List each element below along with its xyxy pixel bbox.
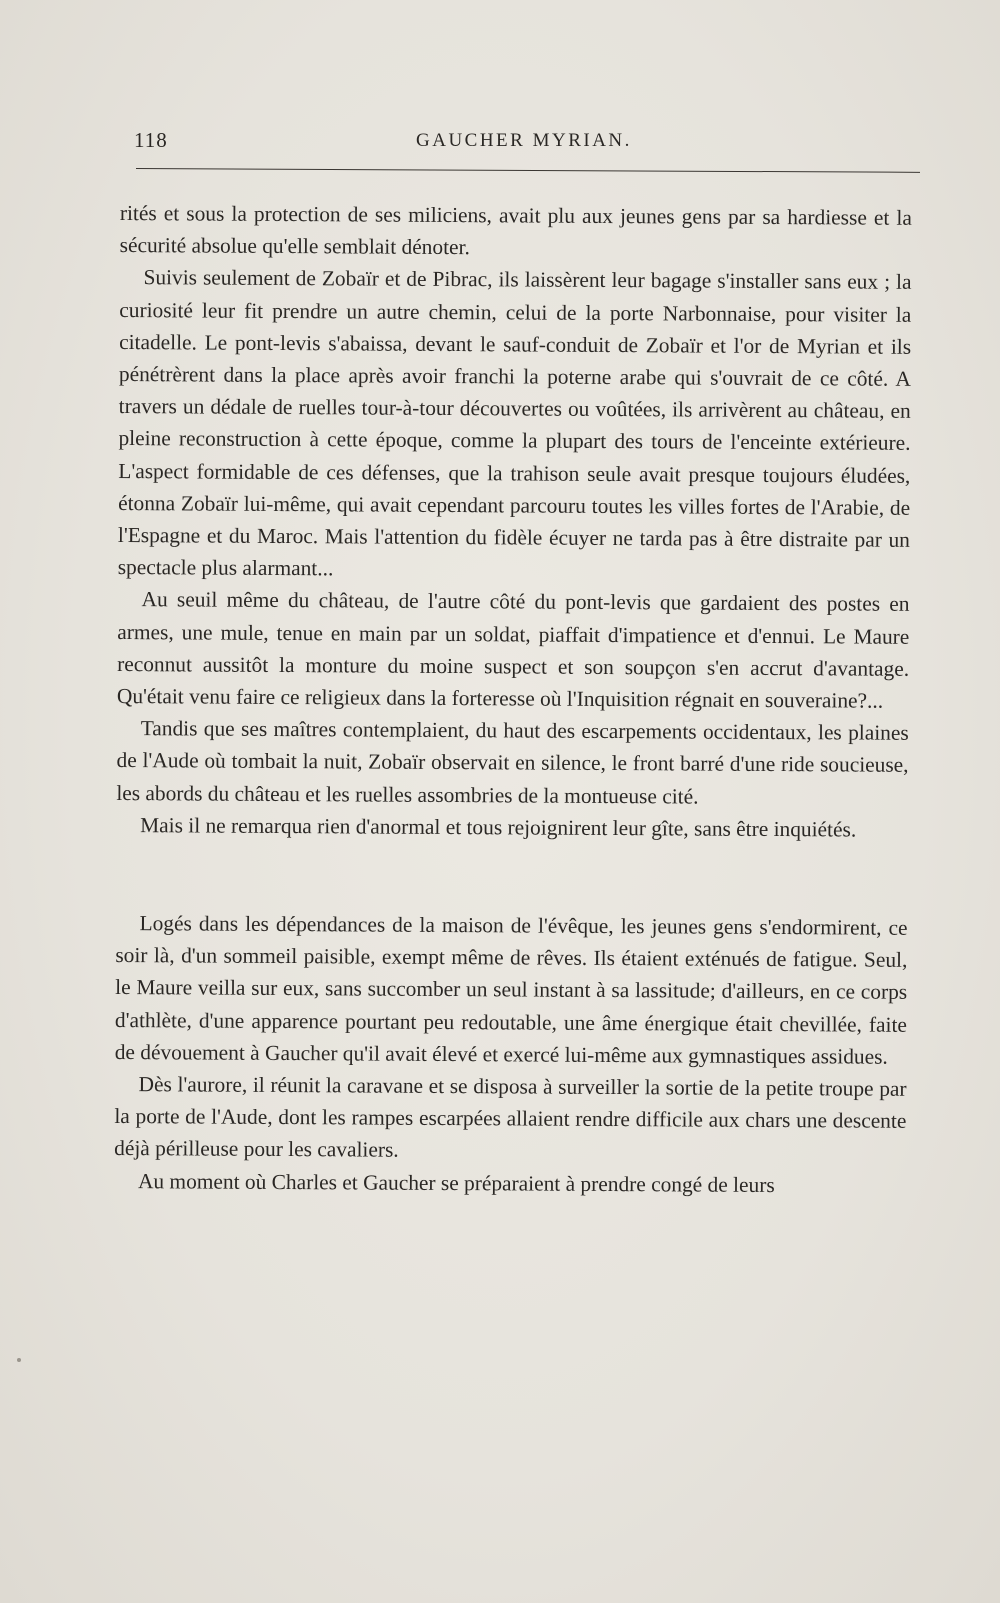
- page-number: 118: [134, 128, 168, 152]
- page-header: [134, 128, 914, 158]
- paragraph: Au seuil même du château, de l'autre côté du pont-levis que gardaient des postes en armes, une mule, tenue en main par un soldat, piaffait d'impatience et d'ennui. Le Maure reconnut aussitôt la monture du moine suspect et son soupçon s'en accrut d'avantage. Qu'était venu faire ce religieux dans la forteresse où l'Inquisition régnait en souveraine?...: [116, 587, 910, 713]
- paragraph: Au moment où Charles et Gaucher se préparaient à prendre congé de leurs: [137, 1168, 775, 1197]
- paragraph: Suivis seulement de Zobaïr et de Pibrac, ils laissèrent leur bagage s'installer sans eux ; la curiosité leur fit prendre un autre chemin, celui de la porte Narbonnaise, pour visiter la citadelle. Le pont-levis s'abaissa, devant le sauf-conduit de Zobaïr et l'or de Myrian et ils pénétrèrent dans la place après avoir franchi la poterne arabe qui s'ouvrait de ce côté. A travers un dédale de ruelles tour-à-tour découvertes ou voûtées, ils arrivèrent au château, en pleine reconstruction à cette époque, comme la plupart des tours de l'enceinte extérieure. L'aspect formidable de ces défenses, que la trahison seule avait presque toujours éludées, étonna Zobaïr lui-même, qui avait cependant parcouru toutes les villes fortes de l'Arabie, de l'Espagne et du Maroc. Mais l'attention du fidèle écuyer ne tarda pas à être distraite par un spectacle plus alarmant...: [117, 265, 912, 581]
- running-title: GAUCHER MYRIAN.: [416, 130, 632, 151]
- header-rule: [136, 168, 920, 173]
- paragraph: Mais il ne remarqua rien d'anormal et tous rejoignirent leur gîte, sans être inquiétés.: [140, 812, 857, 842]
- paragraph: Tandis que ses maîtres contemplaient, du haut des escarpements occidentaux, les plaines de l'Aude où tombait la nuit, Zobaïr observait en silence, le front barré d'une ride soucieuse, les abords du château et les ruelles assombries de la montueuse cité.: [116, 716, 909, 809]
- paragraph-continuation: rités et sous la protection de ses miliciens, avait plu aux jeunes gens par sa hardiesse et la sécurité absolue qu'elle semblait dénoter.: [119, 200, 912, 260]
- ink-speck: [17, 1358, 21, 1362]
- section-break: [116, 841, 908, 912]
- paragraph: Logés dans les dépendances de la maison de l'évêque, les jeunes gens s'endormirent, ce soir là, d'un sommeil paisible, exempt même de rêves. Ils étaient exténués de fatigue. Seul, le Maure veilla sur eux, sans succomber un seul instant à sa lassitude; d'ailleurs, en ce corps d'athlète, d'une apparence pourtant peu redoutable, une âme énergique était chevillée, faite de dévouement à Gaucher qu'il avait élevé et exercé lui-même aux gymnastiques assidues.: [114, 911, 908, 1069]
- paragraph: Dès l'aurore, il réunit la caravane et se disposa à surveiller la sortie de la petite troupe par la porte de l'Aude, dont les rampes escarpées allaient rendre difficile aux chars une descente déjà périlleuse pour les cavaliers.: [114, 1072, 907, 1163]
- body-text: [114, 197, 912, 1202]
